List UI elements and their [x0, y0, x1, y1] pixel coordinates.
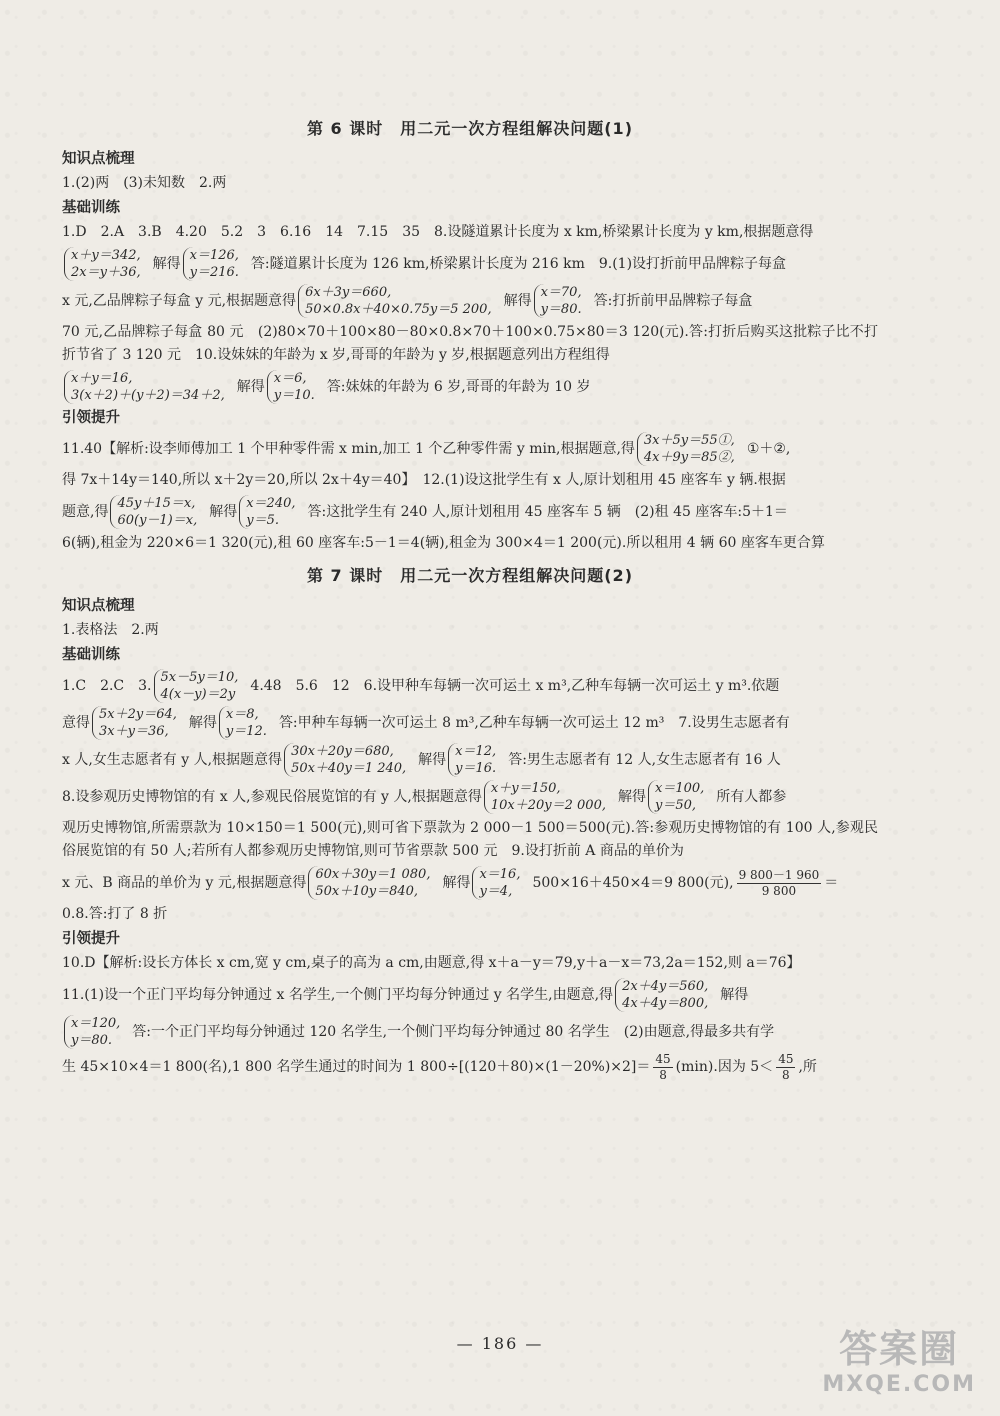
solution-system: x＝126, y＝216.: [183, 247, 245, 281]
fraction: $\frac{9 800-1 960}{9 800}$: [738, 867, 820, 898]
equation-system: 30x＋20y＝680, 50x＋40y＝1 240,: [284, 743, 412, 777]
equation-system: 5x＋2y＝64, 3x＋y＝36,: [92, 706, 183, 740]
lesson6-knowledge-text: 1.(2)两 (3)未知数 2.两: [62, 175, 227, 191]
lesson6-q9-line2: 70 元,乙品牌粽子每盒 80 元 (2)80×70＋100×80－80×0.8×70＋100×0.75×80＝3 120(元).答:打折后购买这批粽子比不打折节省了 3 120 元 10.设妹妹的年龄为 x 岁,哥哥的年龄为 y 岁,根据题意列出方程组得: [62, 324, 878, 363]
solution-system: x＝100, y＝50,: [648, 780, 710, 814]
lesson7-q6-row: 意得 5x＋2y＝64, 3x＋y＝36, 解得 x＝8, y＝12. 答:甲种车每辆一次可运土 8 m³,乙种车每辆一次可运土 12 m³ 7.设男生志愿者有: [62, 707, 790, 739]
lesson6-q8-row: x＋y＝342, 2x＝y＋36, 解得 x＝126, y＝216. 答:隧道累计长度为 126 km,桥梁累计长度为 216 km 9.(1)设打折前甲品牌粽子每盒: [62, 247, 878, 281]
lesson7-q7-row: x 人,女生志愿者有 y 人,根据题意得 30x＋20y＝680, 50x＋40y＝1 240, 解得 x＝12, y＝16. 答:男生志愿者有 12 人,女生志愿者有 16 人: [62, 744, 781, 776]
lesson7-q8-row: 8.设参观历史博物馆的有 x 人,参观民俗展览馆的有 y 人,根据题意得 x＋y＝150, 10x＋20y＝2 000, 解得 x＝100, y＝50, 所有人都参: [62, 781, 787, 813]
lesson6-basic-line1: 1.D 2.A 3.B 4.20 5.2 3 6.16 14 7.15 35 8.设隧道累计长度为 x km,桥梁累计长度为 y km,根据题意得: [62, 224, 814, 240]
lesson6-advance-head: 引领提升: [62, 410, 120, 426]
lesson7-q11-row: 11.(1)设一个正门平均每分钟通过 x 名学生,一个侧门平均每分钟通过 y 名学生,由题意,得 2x＋4y＝560, 4x＋4y＝800, 解得: [62, 979, 749, 1011]
lesson6-q10-row: x＋y＝16, 3(x＋2)＋(y＋2)＝34＋2, 解得 x＝6, y＝10. 答:妹妹的年龄为 6 岁,哥哥的年龄为 10 岁: [62, 370, 878, 404]
lesson6-q11-line2: 得 7x＋14y＝140,所以 x＋2y＝20,所以 2x＋4y＝40】 12.(1)设这批学生有 x 人,原计划租用 45 座客车 y 辆.根据: [62, 472, 786, 488]
fraction: $\frac{45}{8}$: [778, 1052, 794, 1082]
lesson7-q11-row3: 生 45×10×4＝1 800(名),1 800 名学生通过的时间为 1 800÷[(120＋80)×(1－20%)×2]＝ $\frac{45}{8}$ (min).因为 5＜ $\frac{45}{8}$ ,所: [62, 1052, 817, 1082]
lesson7-knowledge-head: 知识点梳理: [62, 598, 135, 614]
equation-system: x＋y＝16, 3(x＋2)＋(y＋2)＝34＋2,: [64, 370, 231, 404]
lesson6-knowledge-head: 知识点梳理: [62, 151, 135, 167]
solution-system: x＝70, y＝80.: [534, 284, 588, 318]
lesson7-q8-line2: 观历史博物馆,所需票款为 10×150＝1 500(元),则可省下票款为 2 000－1 500＝500(元).答:参观历史博物馆的有 100 人,参观民俗展览馆的有 50 人;若所有人都参观历史博物馆,则可节省票款 500 元 9.设打折前 A 商品的单价为: [62, 820, 878, 859]
lesson6-q11-row: 11.40【解析:设李师傅加工 1 个甲种零件需 x min,加工 1 个乙种零件需 y min,根据题意,得 3x＋5y＝55①, 4x＋9y＝85②, ①＋②,: [62, 433, 791, 465]
solution-system: x＝120, y＝80.: [64, 1015, 126, 1049]
lesson6-title: 第 6 课时 用二元一次方程组解决问题(1): [306, 119, 634, 138]
equation-system: x＋y＝150, 10x＋20y＝2 000,: [484, 780, 612, 814]
answer-content: [62, 118, 878, 1086]
lesson7-q9-line2: 0.8.答:打了 8 折: [62, 906, 168, 922]
equation-system: 2x＋4y＝560, 4x＋4y＝800,: [615, 978, 714, 1012]
solution-system: x＝12, y＝16.: [448, 743, 502, 777]
lesson7-basic-row: 1.C 2.C 3. 5x－5y＝10, 4(x－y)＝2y 4.48 5.6 12 6.设甲种车每辆一次可运土 x m³,乙种车每辆一次可运土 y m³.依题: [62, 670, 780, 702]
solution-system: x＝8, y＝12.: [219, 706, 273, 740]
lesson7-q9-row: x 元、B 商品的单价为 y 元,根据题意得 60x＋30y＝1 080, 50x＋10y＝840, 解得 x＝16, y＝4, 500×16＋450×4＝9 800(元), $\frac{9 800-1 960}{9 800}$ ＝: [62, 867, 839, 899]
lesson7-advance-head: 引领提升: [62, 931, 120, 947]
lesson6-q12-row: 题意,得 45y＋15＝x, 60(y－1)＝x, 解得 x＝240, y＝5. 答:这批学生有 240 人,原计划租用 45 座客车 5 辆 (2)租 45 座客车:5＋1＝: [62, 496, 788, 528]
lesson6-basic-head: 基础训练: [62, 200, 120, 216]
watermark-logo: 答案圈: [839, 1327, 960, 1371]
lesson7-basic-head: 基础训练: [62, 647, 120, 663]
lesson7-q11-row2: x＝120, y＝80. 答:一个正门平均每分钟通过 120 名学生,一个侧门平均每分钟通过 80 名学生 (2)由题意,得最多共有学: [62, 1015, 878, 1049]
lesson6-q9-row: x 元,乙品牌粽子每盒 y 元,根据题意得 6x＋3y＝660, 50×0.8x＋40×0.75y＝5 200, 解得 x＝70, y＝80. 答:打折前甲品牌粽子每盒: [62, 285, 753, 317]
watermark: [822, 1326, 976, 1398]
lesson7-title: 第 7 课时 用二元一次方程组解决问题(2): [306, 566, 634, 585]
fraction: $\frac{45}{8}$: [655, 1052, 671, 1082]
equation-system: 3x＋5y＝55①, 4x＋9y＝85②,: [637, 432, 741, 466]
solution-system: x＝6, y＝10.: [267, 370, 321, 404]
lesson7-q10: 10.D【解析:设长方体长 x cm,宽 y cm,桌子的高为 a cm,由题意,得 x＋a－y＝79,y＋a－x＝73,2a＝152,则 a＝76】: [62, 955, 801, 971]
page-number: — 186 —: [456, 1334, 544, 1353]
solution-system: x＝240, y＝5.: [239, 495, 301, 529]
equation-system: 45y＋15＝x, 60(y－1)＝x,: [110, 495, 203, 529]
equation-system: x＋y＝342, 2x＝y＋36,: [64, 247, 147, 281]
lesson7-knowledge-text: 1.表格法 2.两: [62, 622, 159, 638]
watermark-url: MXQE.COM: [822, 1372, 976, 1397]
equation-system: 6x＋3y＝660, 50×0.8x＋40×0.75y＝5 200,: [298, 284, 498, 318]
lesson6-q12-line2: 6(辆),租金为 220×6＝1 320(元),租 60 座客车:5－1＝4(辆),租金为 300×4＝1 200(元).所以租用 4 辆 60 座客车更合算: [62, 535, 825, 551]
solution-system: x＝16, y＝4,: [472, 866, 526, 900]
equation-system: 60x＋30y＝1 080, 50x＋10y＝840,: [308, 866, 436, 900]
equation-system: 5x－5y＝10, 4(x－y)＝2y: [154, 669, 245, 703]
